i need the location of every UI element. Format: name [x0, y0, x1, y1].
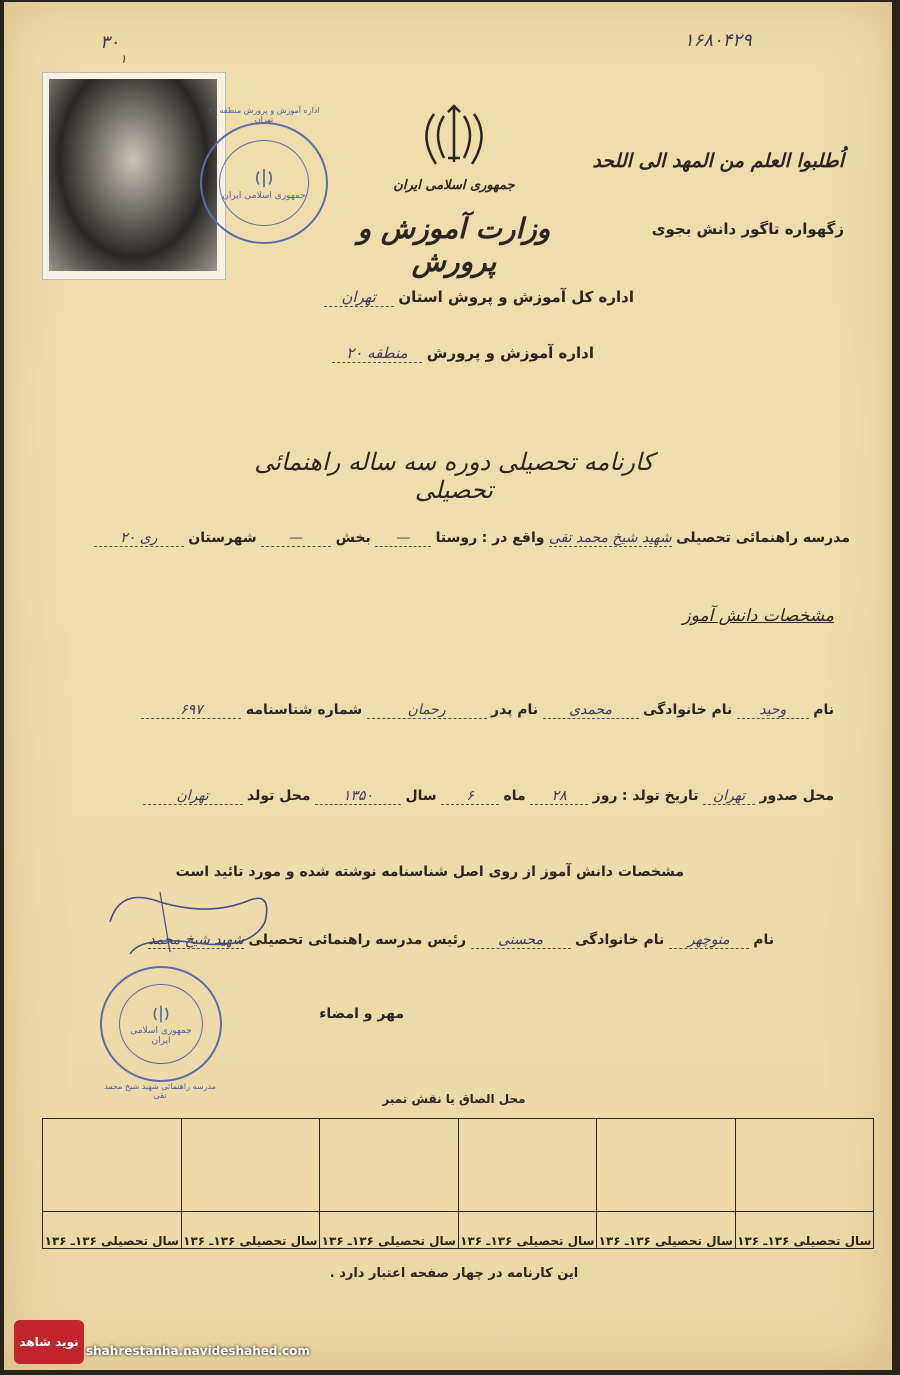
- birth-row: [94, 788, 834, 805]
- principal-family-value: محسنی: [471, 932, 571, 949]
- document-page: [4, 2, 892, 1370]
- principal-name-label: نام: [753, 932, 774, 948]
- watermark-brand: نوید شاهد: [19, 1335, 79, 1349]
- village-value: —: [375, 530, 431, 547]
- top-school-stamp: [200, 122, 328, 244]
- quote-arabic: اُطلبوا العلم من المهد الی اللحد: [592, 150, 844, 172]
- id-number-value: ۶۹۷: [141, 702, 241, 719]
- principal-label: رئیس مدرسه راهنمائی تحصیلی: [248, 932, 467, 948]
- ministry-title: وزارت آموزش و پرورش: [357, 212, 551, 278]
- seal-label: مهر و امضاء: [319, 1006, 404, 1022]
- tax-stamp-cell: [320, 1119, 459, 1212]
- tax-stamp-year-label: سال تحصیلی ۱۳۶ـ ۱۳۶: [735, 1212, 874, 1249]
- bottom-stamp-center-text: جمهوری اسلامی ایران: [130, 1026, 192, 1046]
- bottom-stamp-ring-text: مدرسه راهنمائی شهید شیخ محمد تقی: [104, 1082, 216, 1100]
- tax-stamp-cell: [735, 1119, 874, 1212]
- general-office-value: تهران: [324, 288, 394, 307]
- office-value: منطقه ۲۰: [332, 344, 422, 363]
- tax-stamp-year-label: سال تحصیلی ۱۳۶ـ ۱۳۶: [458, 1212, 597, 1249]
- emblem-icon: [251, 165, 277, 191]
- general-office-label: اداره کل آموزش و پروش استان: [398, 288, 634, 306]
- birth-date-label: تاریخ تولد :: [621, 788, 699, 804]
- school-label: مدرسه راهنمائی تحصیلی: [676, 530, 850, 546]
- page-marker-sub: ۱: [120, 52, 127, 66]
- name-label: نام: [813, 702, 834, 718]
- county-label: شهرستان: [188, 530, 257, 546]
- student-photo: [42, 72, 226, 280]
- student-name-row: [94, 702, 834, 719]
- day-label: روز: [592, 788, 618, 804]
- school-row: [94, 530, 850, 547]
- general-office-row: [274, 288, 634, 307]
- watermark-logo: [14, 1320, 84, 1364]
- month-value: ۶: [441, 788, 499, 805]
- month-label: ماه: [503, 788, 526, 804]
- bottom-school-stamp: [100, 966, 222, 1082]
- watermark-url: shahrestanha.navideshahed.com: [86, 1344, 310, 1358]
- located-label: واقع در :: [481, 530, 545, 546]
- principal-family-label: نام خانوادگی: [574, 932, 665, 948]
- tax-stamp-cell: [597, 1119, 736, 1212]
- student-section-heading: مشخصات دانش آموز: [682, 606, 834, 626]
- document-title: کارنامه تحصیلی دوره سه ساله راهنمائی تحصیلی: [254, 448, 654, 504]
- principal-school-value: شهید شیخ محمد: [148, 932, 245, 948]
- district-value: —: [261, 530, 331, 547]
- emblem-caption: جمهوری اسلامی ایران: [393, 178, 515, 193]
- father-label: نام پدر: [491, 702, 539, 718]
- county-value: ری ۲۰: [94, 530, 184, 547]
- signature-mark: [100, 882, 280, 962]
- tax-stamp-heading: محل الصاق یا نقش تمبر: [382, 1092, 526, 1106]
- office-label: اداره آموزش و پرورش: [426, 344, 594, 362]
- iran-emblem-icon: [414, 100, 494, 172]
- top-stamp-center-text: جمهوری اسلامی ایران: [222, 191, 306, 201]
- tax-stamp-year-label: سال تحصیلی ۱۳۶ـ ۱۳۶: [181, 1212, 320, 1249]
- page-marker: ۳۰: [100, 32, 120, 53]
- tax-stamp-cell: [181, 1119, 320, 1212]
- id-number-label: شماره شناسنامه: [245, 702, 363, 718]
- tax-stamp-cell: [43, 1119, 182, 1212]
- family-label: نام خانوادگی: [642, 702, 733, 718]
- birth-place-label: محل تولد: [247, 788, 311, 804]
- day-value: ۲۸: [530, 788, 588, 805]
- name-value: وحید: [737, 702, 809, 719]
- tax-stamp-table: [42, 1118, 874, 1249]
- district-label: بخش: [335, 530, 371, 546]
- tax-stamp-cell: [458, 1119, 597, 1212]
- tax-stamp-year-label: سال تحصیلی ۱۳۶ـ ۱۳۶: [320, 1212, 459, 1249]
- school-value: شهید شیخ محمد تقی: [548, 530, 672, 546]
- principal-name-value: منوچهر: [669, 932, 749, 949]
- year-label: سال: [405, 788, 437, 804]
- village-label: روستا: [435, 530, 478, 546]
- issue-place-label: محل صدور: [759, 788, 834, 804]
- year-value: ۱۳۵۰: [315, 788, 401, 805]
- issue-place-value: تهران: [703, 788, 755, 805]
- father-value: رحمان: [367, 702, 487, 719]
- birth-place-value: تهران: [143, 788, 243, 805]
- archive-number: ۱۶۸۰۴۲۹: [684, 30, 752, 51]
- footer-note: این کارنامه در چهار صفحه اعتبار دارد .: [329, 1266, 579, 1281]
- tax-stamp-year-label: سال تحصیلی ۱۳۶ـ ۱۳۶: [597, 1212, 736, 1249]
- top-stamp-ring-text: اداره آموزش و پرورش منطقه ۲۰ تهران: [208, 106, 320, 124]
- tax-stamp-year-label: سال تحصیلی ۱۳۶ـ ۱۳۶: [43, 1212, 182, 1249]
- quote-persian: زگهواره تاگور دانش بجوی: [651, 220, 844, 238]
- emblem-icon: [149, 1002, 173, 1026]
- certification-statement: مشخصات دانش آموز از روی اصل شناسنامه نوشته شده و مورد تائید است: [175, 864, 684, 880]
- office-row: [294, 344, 594, 363]
- family-value: محمدی: [543, 702, 639, 719]
